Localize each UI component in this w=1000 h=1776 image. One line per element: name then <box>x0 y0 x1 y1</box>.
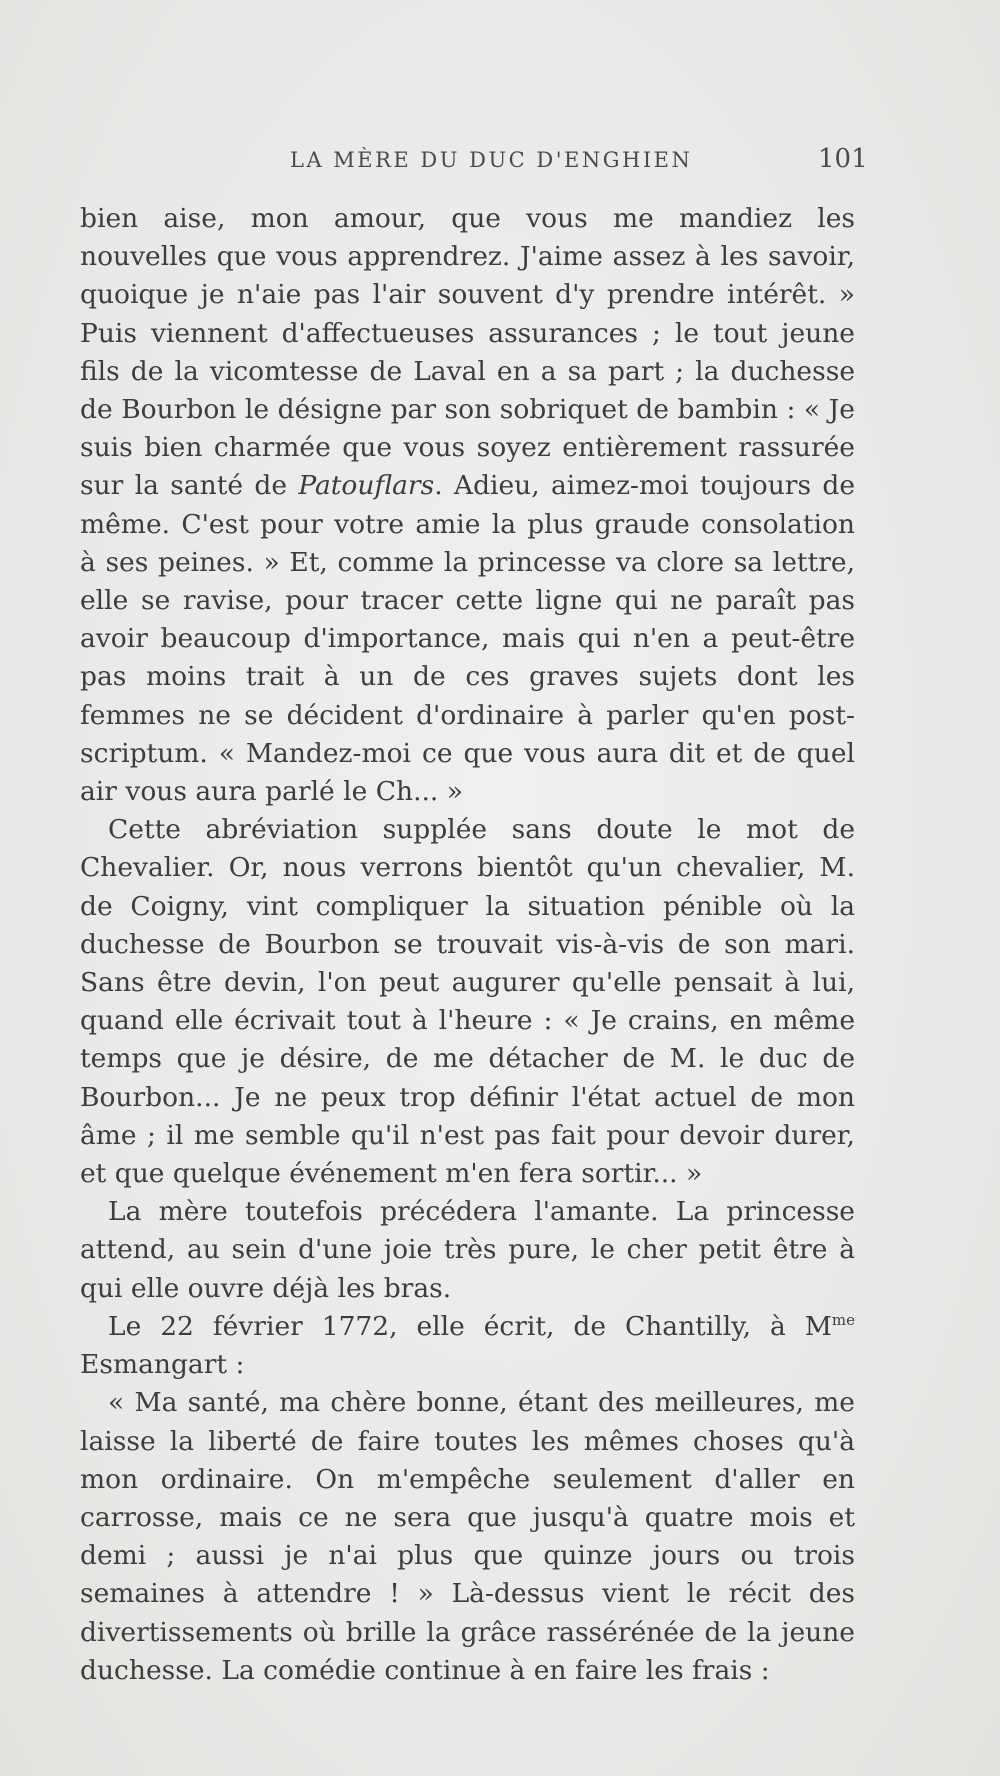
paragraph-1-italic: Patouflars <box>298 470 435 502</box>
paragraph-4-text-a: Le 22 février 1772, elle écrit, de Chantilly, à M <box>108 1310 832 1342</box>
paragraph-3: La mère toutefois précédera l'amante. La princesse attend, au sein d'une joie très pure, le cher petit être à qui elle ouvre déjà les bras. <box>80 1196 855 1304</box>
paragraph-4-text-b: Esmangart : <box>80 1349 245 1381</box>
paragraph-5: « Ma santé, ma chère bonne, étant des meilleures, me laisse la liberté de faire toutes les mêmes choses qu'à mon ordinaire. On m'empêche seulement d'aller en carrosse, mais ce ne sera que jusqu'à quatre mois et demi ; aussi je n'ai plus que quinze jours ou trois semaines à attendre ! » Là-dessus vient le récit des divertissements où brille la grâce rassérénée de la jeune duchesse. La comédie continue à en faire les frais : <box>80 1387 855 1686</box>
paragraph-1 <box>80 200 855 811</box>
paragraph-4 <box>80 1308 855 1384</box>
page-number: 101 <box>818 144 868 174</box>
paragraph-1-text-a: bien aise, mon amour, que vous me mandiez les nouvelles que vous apprendrez. J'aime assez à les savoir, quoique je n'aie pas l'air souvent d'y prendre intérêt. » Puis viennent d'affectueuses assurances ; le tout jeune fils de la vicomtesse de Laval en a sa part ; la duchesse de Bourbon le désigne par son sobriquet de bambin : « Je suis bien charmée que vous soyez entièrement rassurée sur la santé de <box>80 203 855 502</box>
paragraph-2: Cette abréviation supplée sans doute le mot de Chevalier. Or, nous verrons bientôt qu'un chevalier, M. de Coigny, vint compliquer la situation pénible où la duchesse de Bourbon se trouvait vis-à-vis de son mari. Sans être devin, l'on peut augurer qu'elle pensait à lui, quand elle écrivait tout à l'heure : « Je crains, en même temps que je désire, de me détacher de M. le duc de Bourbon... Je ne peux trop définir l'état actuel de mon âme ; il me semble qu'il n'est pas fait pour devoir durer, et que quelque événement m'en fera sortir... » <box>80 814 855 1190</box>
running-header <box>0 144 1000 184</box>
paragraph-4-superscript: me <box>831 1311 855 1330</box>
running-title: LA MÈRE DU DUC D'ENGHIEN <box>290 148 693 172</box>
body-text <box>80 200 855 1690</box>
paragraph-1-text-b: . Adieu, aimez-moi toujours de même. C'est pour votre amie la plus graude consolation à ses peines. » Et, comme la princesse va clore sa lettre, elle se ravise, pour tracer cette ligne qui ne paraît pas avoir beaucoup d'importance, mais qui n'en a peut-être pas moins trait à un de ces graves sujets dont les femmes ne se décident d'ordinaire à parler qu'en post-scriptum. « Mandez-moi ce que vous aura dit et de quel air vous aura parlé le Ch... » <box>80 470 856 808</box>
